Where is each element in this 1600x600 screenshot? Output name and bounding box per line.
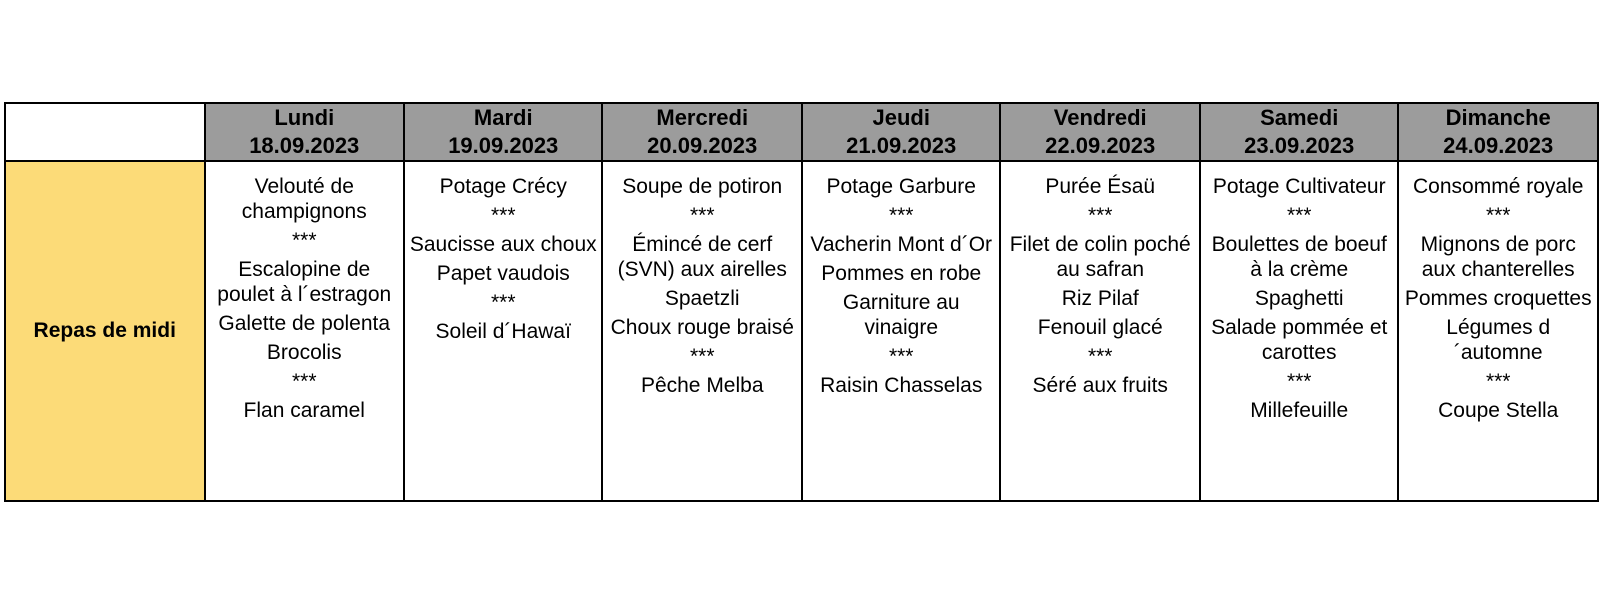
day-header <box>205 103 405 161</box>
dish-item: Galette de polenta <box>218 312 391 335</box>
menu-cell <box>602 161 802 501</box>
day-date: 20.09.2023 <box>647 133 758 158</box>
dish-item: Émincé de cerf (SVN) aux airelles <box>617 233 787 281</box>
menu-cell <box>1200 161 1398 501</box>
dish-item: Papet vaudois <box>436 262 570 285</box>
course-separator: *** <box>689 345 715 368</box>
dish-item: Spaetzli <box>664 287 740 310</box>
dish-item: Spaghetti <box>1254 287 1344 310</box>
dish-item: Soleil d´Hawaï <box>435 320 571 343</box>
dish-item: Pêche Melba <box>640 374 764 397</box>
dish-item: Salade pommée et carottes <box>1211 316 1388 364</box>
dish-item: Pommes croquettes <box>1404 287 1592 310</box>
dish-item: Millefeuille <box>1250 399 1349 422</box>
day-header <box>802 103 1000 161</box>
day-name: Lundi <box>274 105 335 130</box>
row-label-lunch: Repas de midi <box>5 161 205 501</box>
day-name: Mardi <box>473 105 533 130</box>
dish-item: Riz Pilaf <box>1061 287 1139 310</box>
dish-item: Velouté de champignons <box>241 175 367 223</box>
dish-item: Soupe de potiron <box>622 175 783 198</box>
course-separator: *** <box>1286 370 1312 393</box>
day-date: 18.09.2023 <box>249 133 360 158</box>
dish-item: Raisin Chasselas <box>820 374 983 397</box>
dish-item: Consommé royale <box>1413 175 1584 198</box>
dish-item: Garniture au vinaigre <box>842 291 960 339</box>
dish-item: Brocolis <box>266 341 342 364</box>
dish-item: Fenouil glacé <box>1037 316 1163 339</box>
day-date: 23.09.2023 <box>1244 133 1355 158</box>
day-header <box>404 103 602 161</box>
day-name: Mercredi <box>656 105 749 130</box>
day-date: 21.09.2023 <box>846 133 957 158</box>
dish-item: Potage Garbure <box>826 175 976 198</box>
dish-item: Purée Ésaü <box>1045 175 1156 198</box>
dish-item: Flan caramel <box>243 399 365 422</box>
course-separator: *** <box>1286 204 1312 227</box>
course-separator: *** <box>490 204 516 227</box>
dish-item: Saucisse aux choux <box>409 233 597 256</box>
day-header <box>1398 103 1598 161</box>
dish-item: Mignons de porc aux chanterelles <box>1420 233 1576 281</box>
day-name: Vendredi <box>1053 105 1147 130</box>
dish-item: Potage Crécy <box>439 175 567 198</box>
course-separator: *** <box>291 370 317 393</box>
day-date: 19.09.2023 <box>448 133 559 158</box>
menu-cell <box>1398 161 1598 501</box>
course-separator: *** <box>888 204 914 227</box>
menu-cell <box>404 161 602 501</box>
dish-item: Vacherin Mont d´Or <box>810 233 993 256</box>
course-separator: *** <box>1087 204 1113 227</box>
day-date: 24.09.2023 <box>1443 133 1554 158</box>
header-row <box>5 103 1598 161</box>
weekly-menu-table <box>4 102 1599 502</box>
lunch-row <box>5 161 1598 501</box>
dish-item: Potage Cultivateur <box>1212 175 1386 198</box>
dish-item: Boulettes de boeuf à la crème <box>1211 233 1387 281</box>
corner-cell <box>5 103 205 161</box>
course-separator: *** <box>1485 370 1511 393</box>
course-separator: *** <box>291 229 317 252</box>
dish-item: Légumes d´automne <box>1446 316 1551 364</box>
day-name: Jeudi <box>872 105 930 130</box>
day-header <box>1200 103 1398 161</box>
day-header <box>602 103 802 161</box>
dish-item: Coupe Stella <box>1438 399 1559 422</box>
dish-item: Escalopine de poulet à l´estragon <box>217 258 392 306</box>
course-separator: *** <box>1087 345 1113 368</box>
day-header <box>1000 103 1200 161</box>
dish-item: Séré aux fruits <box>1032 374 1168 397</box>
day-name: Dimanche <box>1445 105 1551 130</box>
course-separator: *** <box>888 345 914 368</box>
dish-item: Choux rouge braisé <box>610 316 794 339</box>
dish-item: Pommes en robe <box>821 262 982 285</box>
course-separator: *** <box>490 291 516 314</box>
course-separator: *** <box>1485 204 1511 227</box>
day-date: 22.09.2023 <box>1045 133 1156 158</box>
day-name: Samedi <box>1260 105 1339 130</box>
menu-cell <box>802 161 1000 501</box>
course-separator: *** <box>689 204 715 227</box>
dish-item: Filet de colin poché au safran <box>1009 233 1191 281</box>
menu-cell <box>205 161 405 501</box>
menu-cell <box>1000 161 1200 501</box>
